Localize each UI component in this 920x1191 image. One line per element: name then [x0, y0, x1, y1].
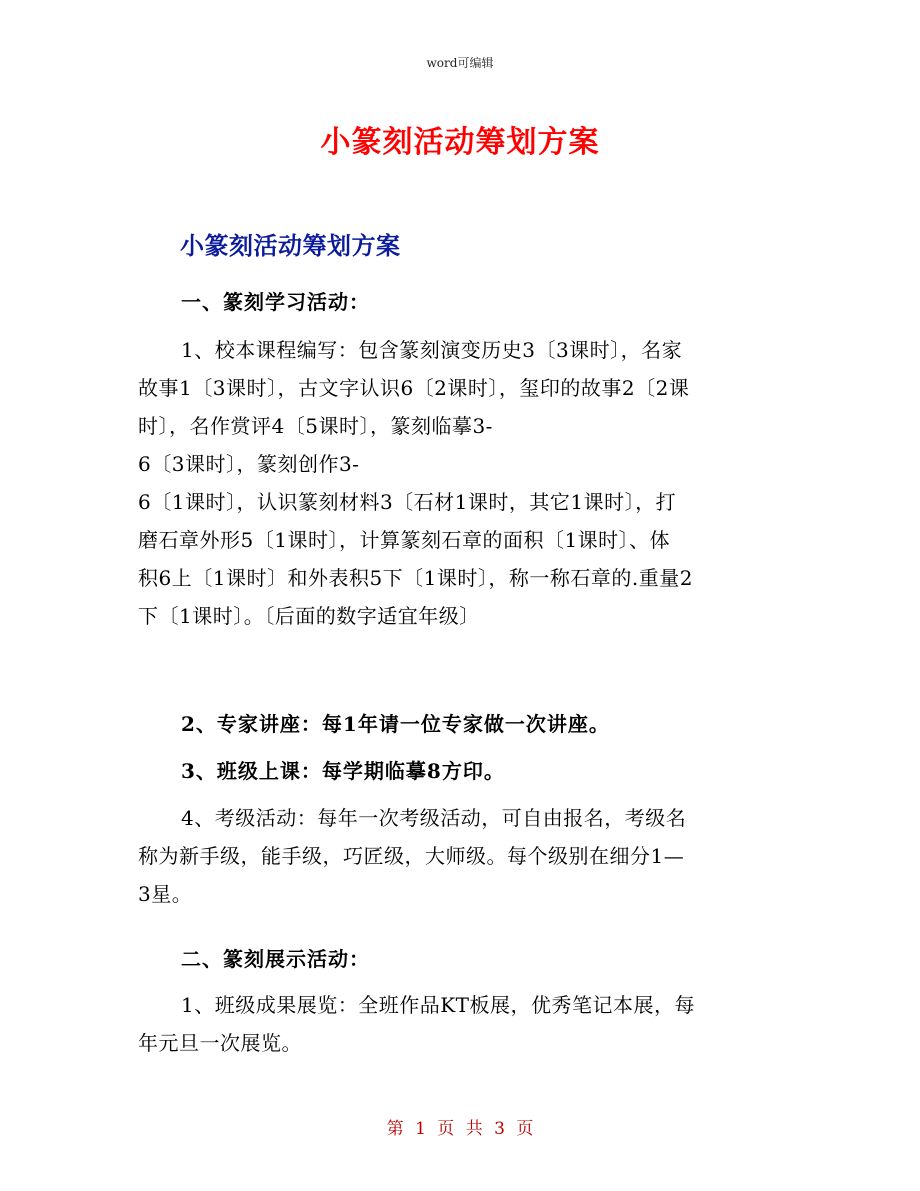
section-1-heading [138, 283, 788, 321]
heading-text: 二、篆刻展示活动： [181, 947, 370, 971]
header-note: word可编辑 [426, 56, 494, 70]
paragraph-line: 4、考级活动：每年一次考级活动，可自由报名，考级名 [181, 806, 687, 830]
item-1-paragraph [138, 331, 788, 635]
paragraph-line: 积6上〔1课时〕和外表积5下〔1课时〕，称一称石章的.重量2 [138, 566, 693, 590]
paragraph-line: 时〕，名作赏评4〔5课时〕，篆刻临摹3- [138, 414, 493, 438]
section-2-item-1-paragraph [138, 986, 788, 1062]
paragraph-line: 3星。 [138, 882, 193, 906]
paragraph-line: 3、班级上课：每学期临摹8方印。 [181, 759, 505, 783]
paragraph-line: 6〔3课时〕，篆刻创作3- [138, 452, 360, 476]
heading-text: 一、篆刻学习活动： [181, 290, 370, 314]
paragraph-line: 称为新手级，能手级，巧匠级，大师级。每个级别在细分1— [138, 844, 685, 868]
item-3-paragraph [138, 752, 788, 790]
paragraph-line: 1、校本课程编写：包含篆刻演变历史3〔3课时〕，名家 [181, 338, 683, 362]
paragraph-line: 6〔1课时〕，认识篆刻材料3〔石材1课时，其它1课时〕，打 [138, 490, 677, 514]
document-title: 小篆刻活动筹划方案 [320, 125, 600, 160]
paragraph-line: 故事1〔3课时〕，古文字认识6〔2课时〕，玺印的故事2〔2课 [138, 376, 690, 400]
section-2-heading [138, 940, 788, 978]
paragraph-line: 年元旦一次展览。 [138, 1031, 302, 1055]
item-4-paragraph [138, 799, 788, 913]
item-2-paragraph [138, 705, 788, 743]
paragraph-line: 磨石章外形5〔1课时〕，计算篆刻石章的面积〔1课时〕、体 [138, 528, 671, 552]
page-footer: 第 1 页 共 3 页 [386, 1119, 534, 1139]
paragraph-line: 2、专家讲座：每1年请一位专家做一次讲座。 [181, 712, 610, 736]
paragraph-line: 下〔1课时〕。〔后面的数字适宜年级〕 [138, 604, 480, 628]
document-subtitle: 小篆刻活动筹划方案 [180, 232, 401, 260]
paragraph-line: 1、班级成果展览：全班作品KT板展，优秀笔记本展，每 [181, 993, 696, 1017]
